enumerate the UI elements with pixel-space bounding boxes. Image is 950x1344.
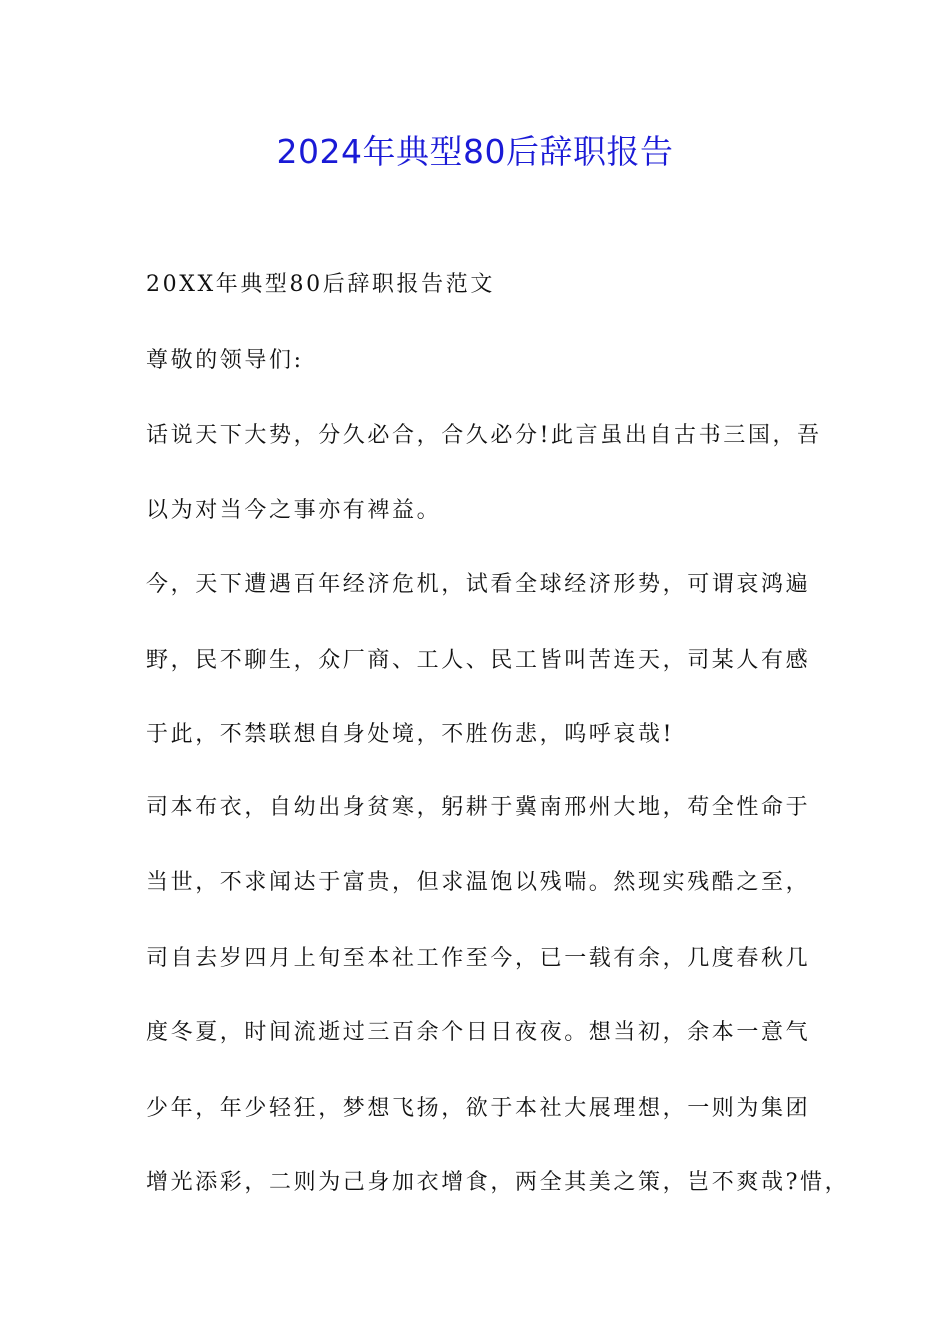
text-line: 以为对当今之事亦有裨益。 bbox=[146, 498, 442, 523]
text-line: 司自去岁四月上旬至本社工作至今，已一载有余，几度春秋几 bbox=[146, 946, 811, 971]
text-line: 于此，不禁联想自身处境，不胜伤悲，呜呼哀哉! bbox=[146, 722, 675, 747]
text-line: 话说天下大势，分久必合，合久必分!此言虽出自古书三国，吾 bbox=[146, 423, 822, 448]
text-line: 野，民不聊生，众厂商、工人、民工皆叫苦连天，司某人有感 bbox=[146, 648, 811, 673]
text-line: 度冬夏，时间流逝过三百余个日日夜夜。想当初，余本一意气 bbox=[146, 1020, 811, 1045]
text-line: 少年，年少轻狂，梦想飞扬，欲于本社大展理想，一则为集团 bbox=[146, 1096, 811, 1121]
document-title: 2024年典型80后辞职报告 bbox=[276, 132, 674, 171]
text-line: 今，天下遭遇百年经济危机，试看全球经济形势，可谓哀鸿遍 bbox=[146, 572, 811, 597]
text-line-subtitle: 20XX年典型80后辞职报告范文 bbox=[146, 272, 495, 297]
text-line-salutation: 尊敬的领导们: bbox=[146, 348, 304, 373]
text-line: 增光添彩，二则为己身加衣增食，两全其美之策，岂不爽哉?惜， bbox=[146, 1170, 850, 1195]
text-line: 当世，不求闻达于富贵，但求温饱以残喘。然现实残酷之至， bbox=[146, 870, 811, 895]
text-line: 司本布衣，自幼出身贫寒，躬耕于冀南邢州大地，苟全性命于 bbox=[146, 795, 811, 820]
